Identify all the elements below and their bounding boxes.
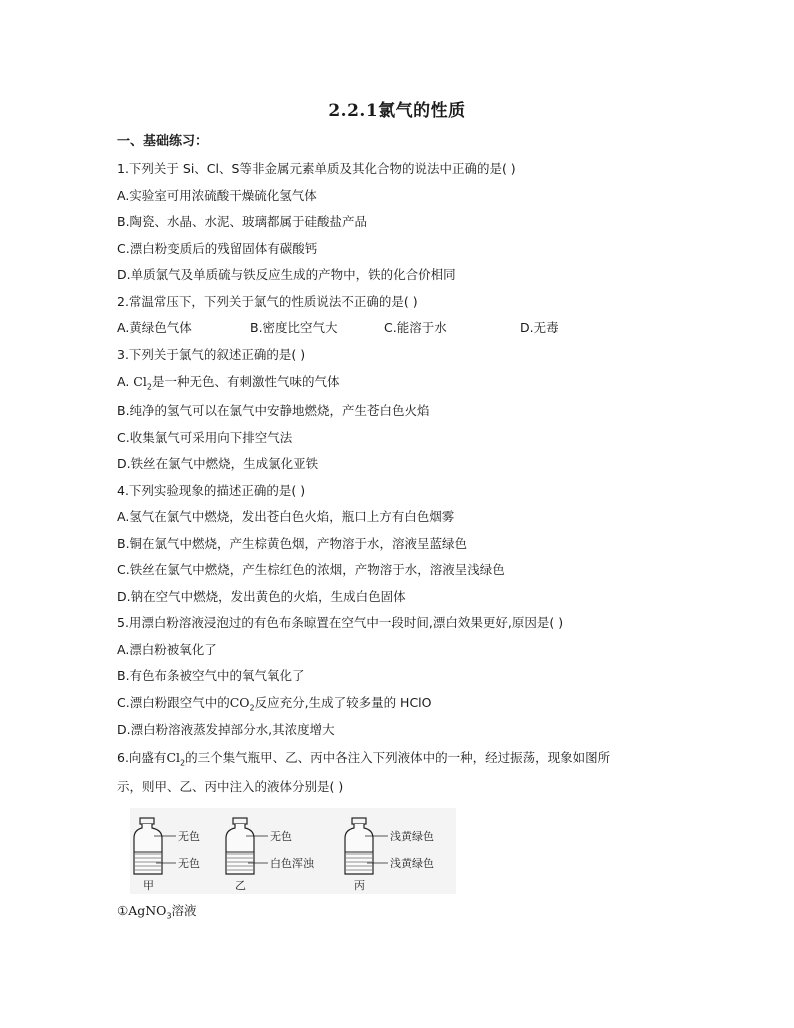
q5-option-c-prefix: C.漂白粉跟空气中的 [117,695,230,710]
gas-bottles-figure [130,808,456,894]
q4-stem: 4.下列实验现象的描述正确的是( ) [117,483,306,498]
q5-option-c-formula: CO [229,695,250,710]
q3-option-a-subscript: 2 [146,382,152,392]
yi-bottom-label: 白色浑浊 [270,857,314,870]
bing-top-label: 浅黄绿色 [390,830,434,843]
q6-stem-prefix: 6.向盛有 [117,750,167,765]
yi-top-label: 无色 [270,830,292,843]
q6-option-1-prefix: ① [117,903,129,918]
q5-option-c [117,695,432,717]
q6-stem-text: 的三个集气瓶甲、乙、丙中各注入下列液体中的一种，经过振荡，现象如图所 [185,750,611,765]
q6-option-1-text: 溶液 [171,903,197,918]
q3-option-a-formula: Cl [133,374,147,389]
q4-option-b: B.铜在氯气中燃烧，产生棕黄色烟，产物溶于水，溶液呈蓝绿色 [117,536,468,551]
q3-option-b: B.纯净的氢气可以在氯气中安静地燃烧，产生苍白色火焰 [117,403,430,418]
q2-option-d: D.无毒 [520,320,559,335]
q6-option-1-subscript: 3 [166,911,172,921]
q6-stem-subscript: 2 [180,758,186,768]
q4-option-d: D.钠在空气中燃烧，发出黄色的火焰，生成白色固体 [117,589,406,604]
bing-bottom-label: 浅黄绿色 [390,857,434,870]
bing-name: 丙 [354,879,365,892]
q2-options-row [117,320,577,336]
q6-stem-formula: Cl [166,750,180,765]
yi-name: 乙 [235,879,246,892]
q4-option-c: C.铁丝在氯气中燃烧，产生棕红色的浓烟，产物溶于水，溶液呈浅绿色 [117,562,505,577]
q3-stem: 3.下列关于氯气的叙述正确的是( ) [117,347,306,362]
q3-option-a-prefix: A. [117,374,130,389]
q2-option-a: A.黄绿色气体 [117,320,192,335]
q6-stem-line1 [117,750,610,772]
q5-option-b: B.有色布条被空气中的氧气氧化了 [117,668,305,683]
jia-name: 甲 [143,879,154,892]
page-title: 2.2.1氯气的性质 [328,101,466,121]
jia-bottom-label: 无色 [178,857,200,870]
q5-option-d: D.漂白粉溶液蒸发掉部分水,其浓度增大 [117,722,335,737]
jia-top-label: 无色 [178,830,200,843]
q1-option-b: B.陶瓷、水晶、水泥、玻璃都属于硅酸盐产品 [117,214,368,229]
q5-option-a: A.漂白粉被氧化了 [117,642,217,657]
q6-option-1 [117,903,197,925]
section-heading: 一、基础练习： [117,134,209,149]
q3-option-d: D.铁丝在氯气中燃烧，生成氯化亚铁 [117,456,319,471]
q1-option-c: C.漂白粉变质后的残留固体有碳酸钙 [117,241,318,256]
q3-option-a-text: 是一种无色、有刺激性气味的气体 [151,374,340,389]
q3-option-c: C.收集氯气可采用向下排空气法 [117,430,293,445]
q2-stem: 2.常温常压下，下列关于氯气的性质说法不正确的是( ) [117,294,418,309]
q1-option-a: A.实验室可用浓硫酸干燥硫化氢气体 [117,188,317,203]
q5-option-c-text: 反应充分,生成了较多量的 HClO [254,695,432,710]
q6-stem-line2: 示，则甲、乙、丙中注入的液体分别是( ) [117,779,344,794]
q2-option-c: C.能溶于水 [384,320,447,335]
q2-option-b: B.密度比空气大 [250,320,338,335]
q5-option-c-subscript: 2 [249,703,255,713]
q6-option-1-formula: AgNO [128,903,167,918]
q1-option-d: D.单质氯气及单质硫与铁反应生成的产物中，铁的化合价相同 [117,267,456,282]
q5-stem: 5.用漂白粉溶液浸泡过的有色布条晾置在空气中一段时间,漂白效果更好,原因是( ) [117,615,564,630]
q1-stem: 1.下列关于 Si、Cl、S等非金属元素单质及其化合物的说法中正确的是( ) [117,161,516,176]
q3-option-a [117,374,339,396]
q4-option-a: A.氢气在氯气中燃烧，发出苍白色火焰，瓶口上方有白色烟雾 [117,509,455,524]
